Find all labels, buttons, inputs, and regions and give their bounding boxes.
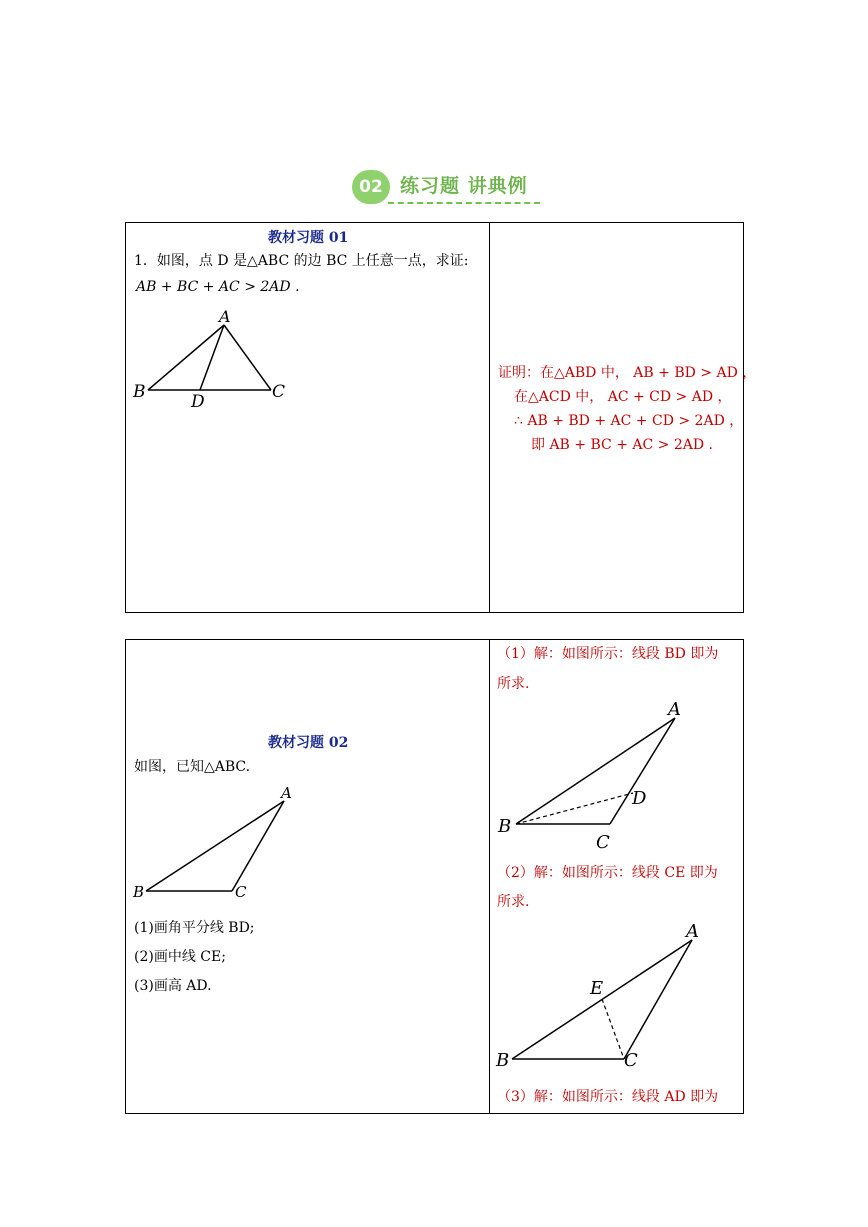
answer2-line1: （2）解：如图所示：线段 CE 即为 [497,865,718,881]
label-c: C [624,1050,638,1071]
label-d: D [191,392,205,412]
exercise2-triangle-figure [126,785,306,910]
exercise2-question: 如图，已知△ABC. [134,759,251,775]
label-a: A [686,921,699,942]
section-underline [388,202,540,204]
answer2-figure [494,918,724,1078]
label-c: C [235,883,247,901]
label-c: C [272,382,286,402]
exercise1-table [125,222,757,613]
exercise1-question-line2: AB + BC + AC > 2AD . [136,279,300,295]
answer1-line1: （1）解：如图所示：线段 BD 即为 [497,646,719,662]
label-b: B [498,816,512,837]
answer1-figure [494,698,724,858]
exercise2-table [125,639,744,1114]
edge-ab [516,718,675,824]
label-d: D [632,788,647,809]
task-2: (2)画中线 CE; [134,949,226,965]
median-ce [602,999,624,1059]
label-c: C [596,832,610,853]
exercise2-divider [489,640,490,1113]
label-b: B [496,1050,510,1071]
label-a: A [668,699,681,720]
exercise2-heading: 教材习题 02 [268,735,349,751]
label-b: B [133,382,146,402]
bisector-bd [516,793,633,824]
edge-ac [232,801,284,891]
label-b: B [133,883,145,901]
edge-ac [624,940,692,1059]
label-a: A [281,785,292,802]
edge-ac [224,325,271,390]
exercise1-triangle-figure [126,303,296,413]
label-a: A [219,307,231,326]
answer2-line2: 所求. [497,894,530,910]
section-title: 练习题 讲典例 [400,175,528,197]
proof-line-4: 即 AB + BC + AC > 2AD . [531,437,713,453]
answer1-line2: 所求. [497,676,530,692]
answer3-line1: （3）解：如图所示：线段 AD 即为 [497,1089,719,1105]
exercise1-divider [489,223,490,612]
section-header [352,168,552,208]
edge-ab [146,801,284,891]
task-1: (1)画角平分线 BD; [134,920,255,936]
proof-line-3: ∴ AB + BD + AC + CD > 2AD ， [514,413,744,429]
section-number-badge: 02 [352,170,390,204]
task-3: (3)画高 AD. [134,978,212,994]
proof-line-2: 在△ACD 中， AC + CD > AD ， [514,389,732,405]
proof-line-1: 证明：在△ABD 中， AB + BD > AD ， [498,365,757,381]
exercise1-heading: 教材习题 01 [268,230,349,246]
label-e: E [590,978,604,999]
exercise1-question-line1: 1．如图，点 D 是△ABC 的边 BC 上任意一点，求证: [134,253,469,269]
